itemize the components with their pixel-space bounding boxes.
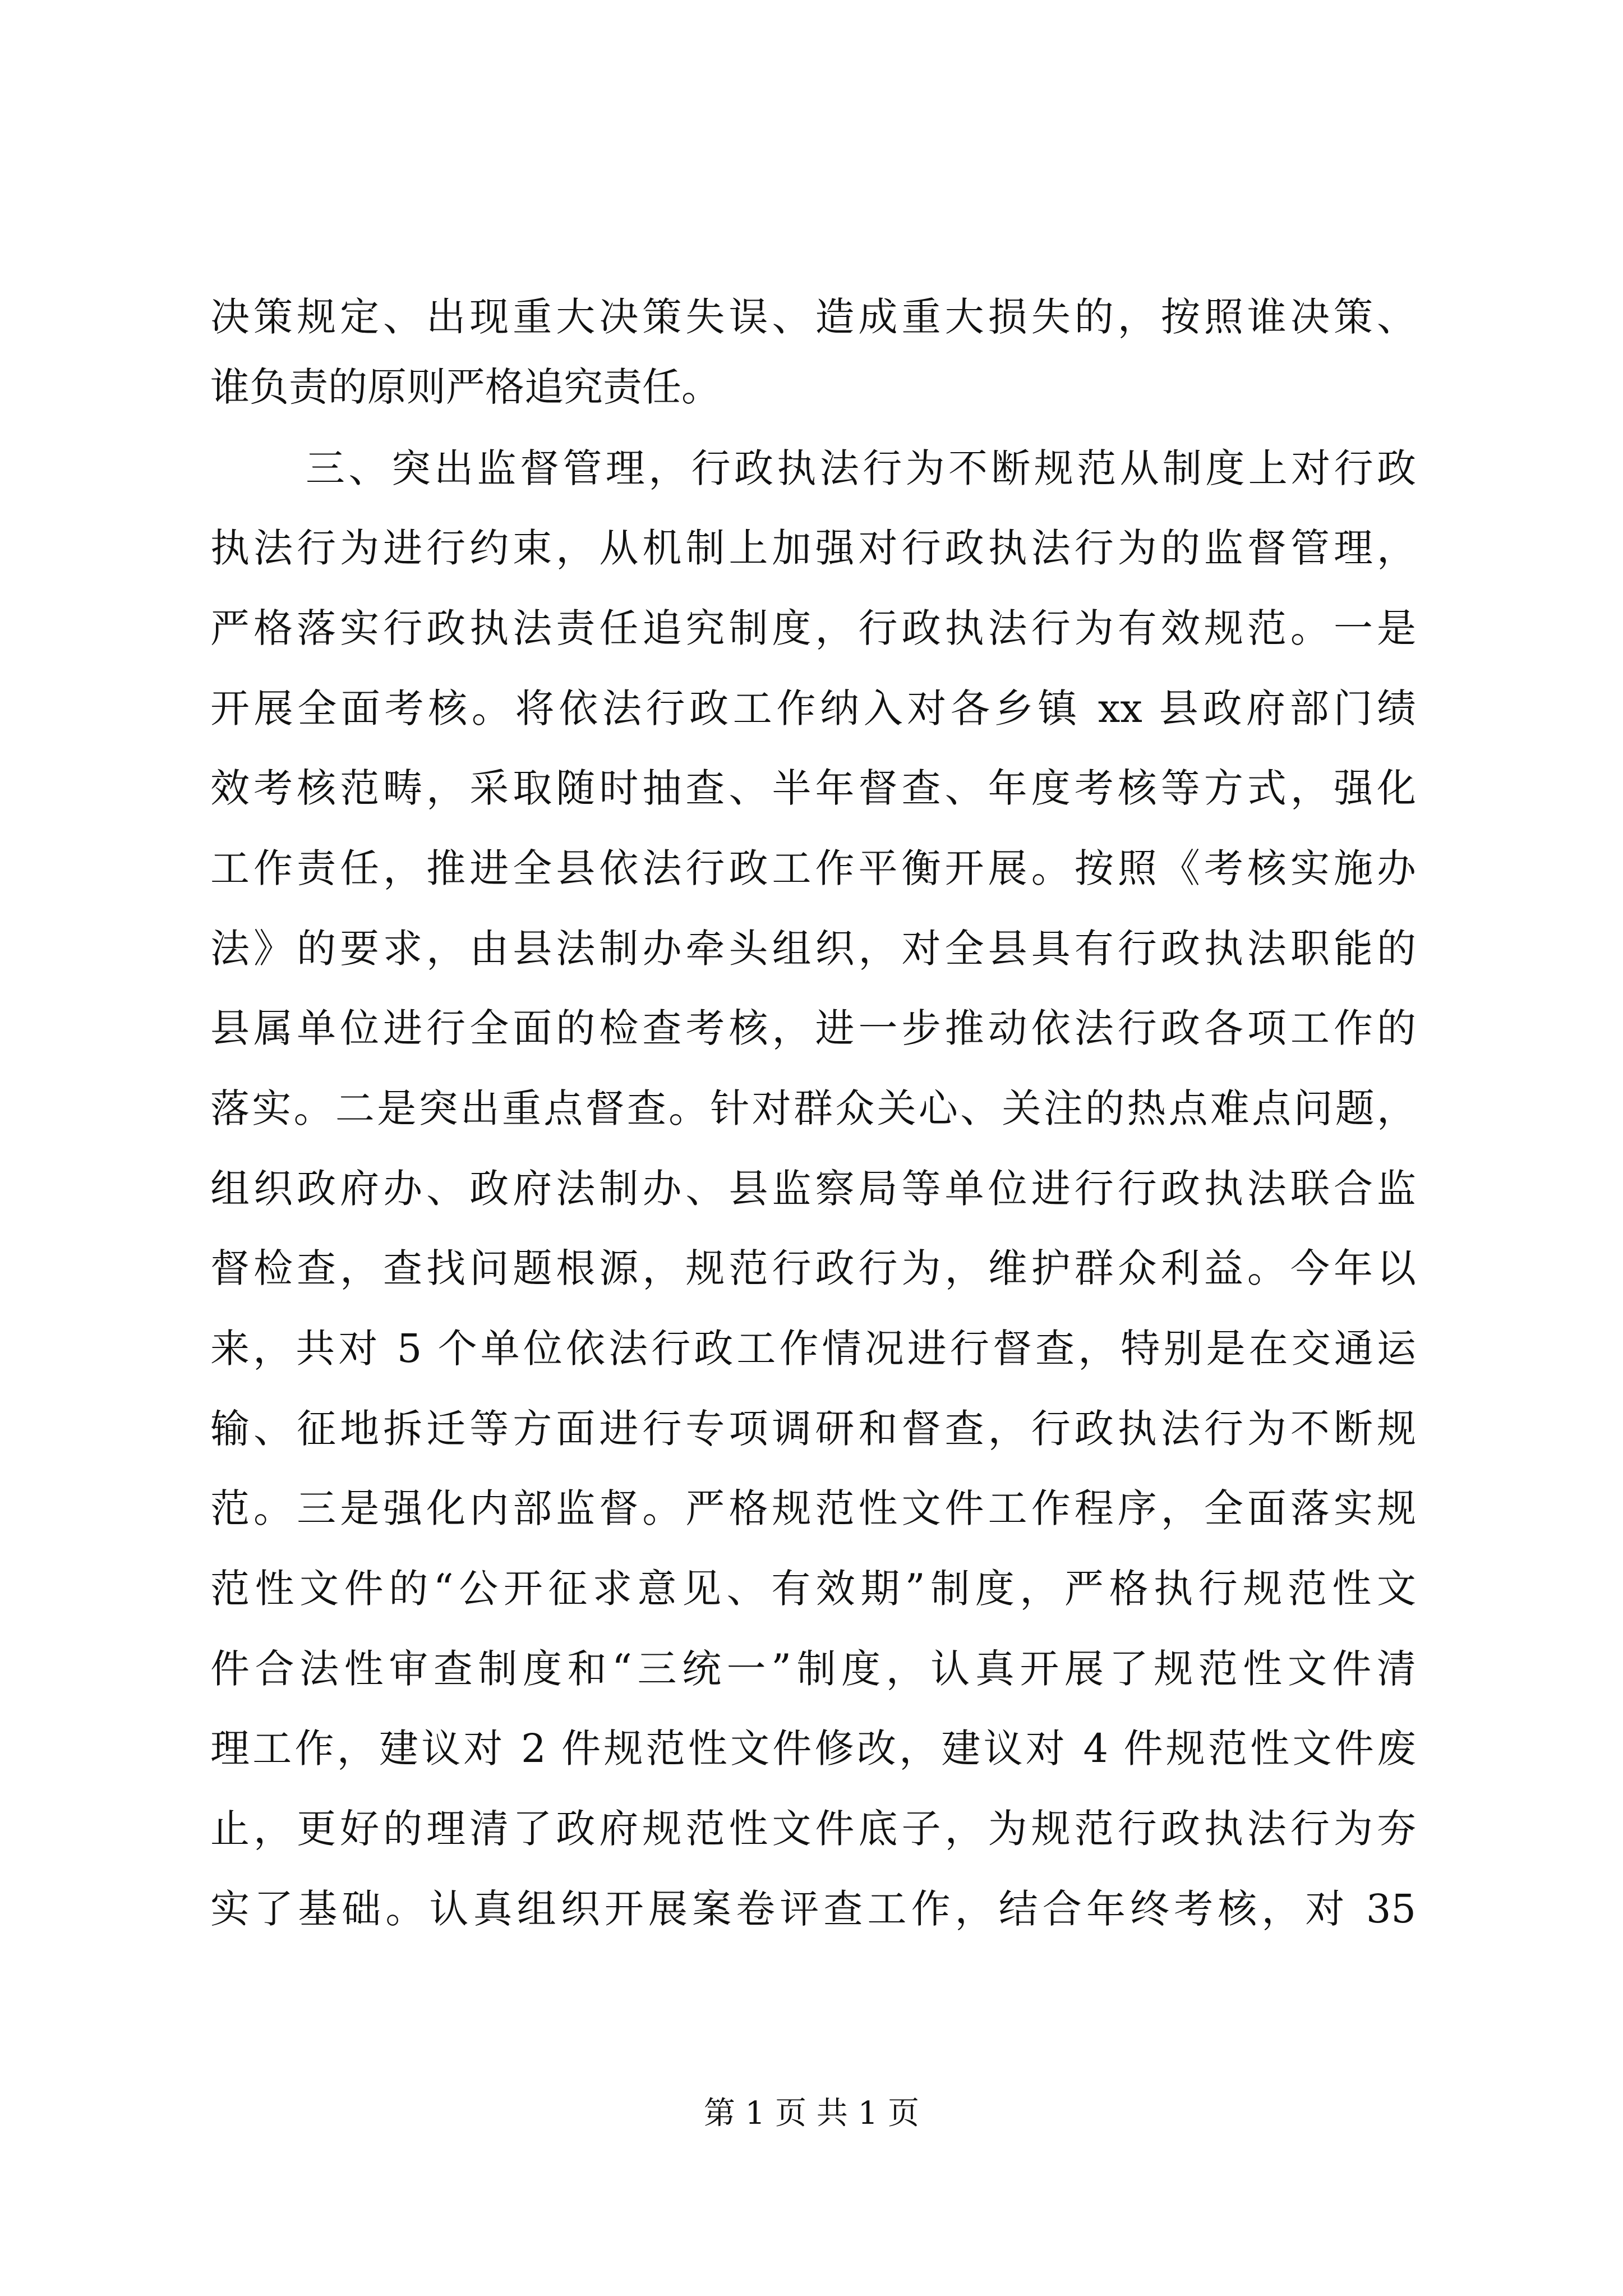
paragraph-heading-line: 三、突出监督管理，行政执法行为不断规范从制度上对行政 xyxy=(306,445,1416,491)
text-line: 止，更好的理清了政府规范性文件底子，为规范行政执法行为夯 xyxy=(210,1806,1416,1852)
text-line: 县属单位进行全面的检查考核，进一步推动依法行政各项工作的 xyxy=(210,1005,1416,1051)
text-line: 范。三是强化内部监督。严格规范性文件工作程序，全面落实规 xyxy=(210,1485,1416,1531)
text-line: 督检查，查找问题根源，规范行政行为，维护群众利益。今年以 xyxy=(210,1245,1416,1291)
text-line: 严格落实行政执法责任追究制度，行政执法行为有效规范。一是 xyxy=(210,605,1416,651)
text-line: 件合法性审查制度和“三统一”制度，认真开展了规范性文件清 xyxy=(210,1646,1416,1692)
text-line: 执法行为进行约束，从机制上加强对行政执法行为的监督管理， xyxy=(210,525,1416,571)
text-line: 来，共对 5 个单位依法行政工作情况进行督查，特别是在交通运 xyxy=(210,1326,1416,1372)
text-line: 法》的要求，由县法制办牵头组织，对全县具有行政执法职能的 xyxy=(210,926,1416,972)
text-line: 决策规定、出现重大决策失误、造成重大损失的，按照谁决策、 xyxy=(210,294,1416,340)
text-line: 效考核范畴，采取随时抽查、半年督查、年度考核等方式，强化 xyxy=(210,765,1416,811)
text-line: 理工作，建议对 2 件规范性文件修改，建议对 4 件规范性文件废 xyxy=(210,1726,1416,1772)
text-line: 范性文件的“公开征求意见、有效期”制度，严格执行规范性文 xyxy=(210,1566,1416,1612)
text-line: 输、征地拆迁等方面进行专项调研和督查，行政执法行为不断规 xyxy=(210,1406,1416,1452)
text-line: 组织政府办、政府法制办、县监察局等单位进行行政执法联合监 xyxy=(210,1166,1416,1212)
text-line: 谁负责的原则严格追究责任。 xyxy=(210,364,721,410)
text-line: 落实。二是突出重点督查。针对群众关心、关注的热点难点问题， xyxy=(210,1085,1416,1131)
text-line: 开展全面考核。将依法行政工作纳入对各乡镇 xx 县政府部门绩 xyxy=(210,685,1416,731)
page-footer: 第 1 页 共 1 页 xyxy=(703,2095,920,2132)
text-line: 实了基础。认真组织开展案卷评查工作，结合年终考核，对 35 xyxy=(210,1886,1416,1932)
text-line: 工作责任，推进全县依法行政工作平衡开展。按照《考核实施办 xyxy=(210,845,1416,891)
